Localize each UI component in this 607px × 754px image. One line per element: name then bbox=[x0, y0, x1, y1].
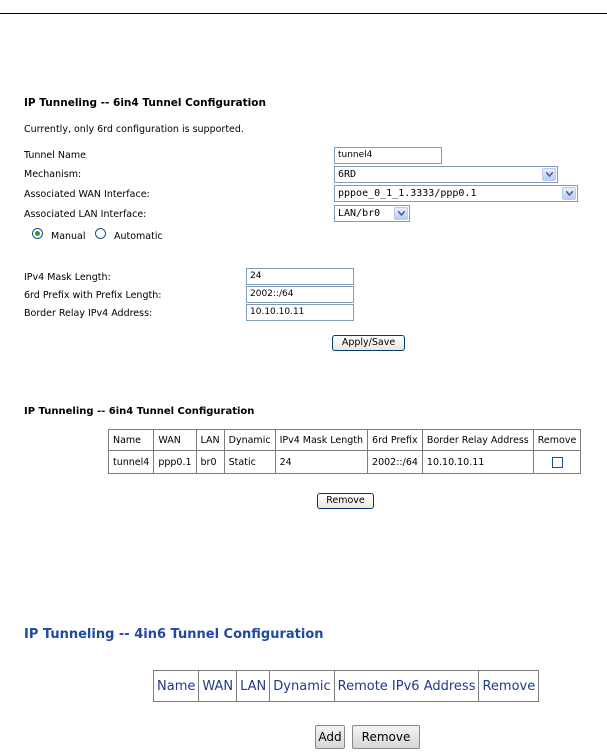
chevron-down-icon[interactable] bbox=[562, 187, 576, 200]
border-relay-input[interactable]: 10.10.10.11 bbox=[246, 304, 354, 321]
wan-interface-label: Associated WAN Interface: bbox=[24, 189, 150, 200]
cell-lan: br0 bbox=[196, 451, 224, 474]
col-header-name: Name bbox=[154, 671, 199, 702]
manual-label: Manual bbox=[51, 231, 86, 242]
col-header-wan: WAN bbox=[154, 430, 196, 451]
col-header-remove: Remove bbox=[533, 430, 581, 451]
cell-prefix: 2002::/64 bbox=[368, 451, 423, 474]
lan-interface-value: LAN/br0 bbox=[338, 208, 381, 219]
top-divider bbox=[0, 13, 607, 14]
col-header-lan: LAN bbox=[196, 430, 224, 451]
lan-interface-label: Associated LAN Interface: bbox=[24, 209, 147, 220]
wan-interface-select[interactable] bbox=[334, 185, 578, 202]
tunnel-name-label: Tunnel Name bbox=[24, 150, 86, 161]
col-header-wan: WAN bbox=[199, 671, 237, 702]
section2-title: IP Tunneling -- 6in4 Tunnel Configuration bbox=[24, 406, 255, 417]
cell-dynamic: Static bbox=[224, 451, 275, 474]
ipv4-mask-label: IPv4 Mask Length: bbox=[24, 272, 111, 283]
mechanism-label: Mechanism: bbox=[24, 169, 82, 180]
apply-save-button[interactable]: Apply/Save bbox=[332, 335, 405, 351]
cell-name: tunnel4 bbox=[109, 451, 154, 474]
automatic-label: Automatic bbox=[114, 231, 163, 242]
col-header-relay: Border Relay Address bbox=[422, 430, 533, 451]
support-note: Currently, only 6rd configuration is supported. bbox=[24, 124, 244, 135]
cell-mask: 24 bbox=[275, 451, 367, 474]
col-header-mask: IPv4 Mask Length bbox=[275, 430, 367, 451]
section3-title: IP Tunneling -- 4in6 Tunnel Configuration bbox=[24, 627, 324, 642]
col-header-remote-ipv6: Remote IPv6 Address bbox=[334, 671, 479, 702]
tunnel-table bbox=[108, 429, 581, 474]
col-header-prefix: 6rd Prefix bbox=[368, 430, 423, 451]
col-header-dynamic: Dynamic bbox=[270, 671, 334, 702]
radio-selected-dot bbox=[35, 231, 40, 236]
tunnel-name-input[interactable]: tunnel4 bbox=[334, 147, 442, 164]
table-header-row bbox=[154, 671, 539, 702]
col-header-dynamic: Dynamic bbox=[224, 430, 275, 451]
col-header-remove: Remove bbox=[479, 671, 539, 702]
tunnel-4in6-table bbox=[153, 670, 539, 702]
manual-radio[interactable] bbox=[32, 228, 43, 239]
col-header-name: Name bbox=[109, 430, 154, 451]
table-header-row bbox=[109, 430, 581, 451]
table-row bbox=[109, 451, 581, 474]
cell-relay: 10.10.10.11 bbox=[422, 451, 533, 474]
remove-button[interactable]: Remove bbox=[317, 493, 374, 509]
add-button[interactable]: Add bbox=[315, 725, 345, 749]
prefix-input[interactable]: 2002::/64 bbox=[246, 286, 354, 303]
automatic-radio[interactable] bbox=[95, 228, 106, 239]
chevron-down-icon[interactable] bbox=[542, 168, 556, 181]
cell-remove bbox=[533, 451, 581, 474]
prefix-label: 6rd Prefix with Prefix Length: bbox=[24, 290, 162, 301]
remove-checkbox[interactable] bbox=[552, 457, 563, 468]
chevron-down-icon[interactable] bbox=[394, 207, 408, 220]
col-header-lan: LAN bbox=[237, 671, 270, 702]
wan-interface-value: pppoe_0_1_1.3333/ppp0.1 bbox=[338, 188, 477, 199]
border-relay-label: Border Relay IPv4 Address: bbox=[24, 308, 153, 319]
remove-4in6-button[interactable]: Remove bbox=[352, 725, 420, 749]
mechanism-value: 6RD bbox=[338, 169, 357, 180]
cell-wan: ppp0.1 bbox=[154, 451, 196, 474]
ipv4-mask-input[interactable]: 24 bbox=[246, 268, 354, 285]
mechanism-select[interactable] bbox=[334, 166, 558, 183]
section1-title: IP Tunneling -- 6in4 Tunnel Configuration bbox=[24, 97, 266, 109]
lan-interface-select[interactable] bbox=[334, 205, 410, 222]
